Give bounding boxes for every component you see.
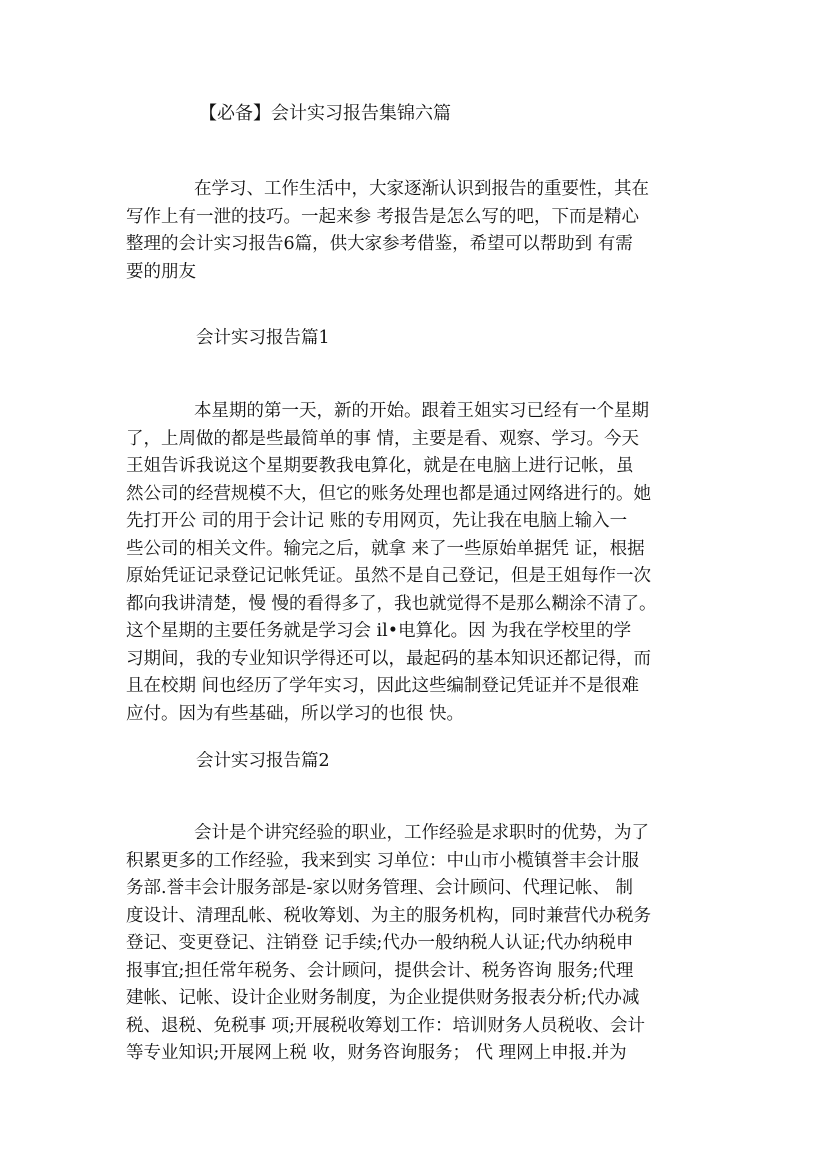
document-title: 【必备】会计实习报告集锦六篇 [199,103,451,124]
paragraph-line: 习期间，我的专业知识学得还可以，最起码的基本知识还都记得，而 [126,648,651,669]
paragraph-line: 都向我讲清楚，慢 慢的看得多了，我也就觉得不是那么糊涂不清了。 [126,593,657,614]
paragraph-line: 写作上有一泄的技巧。一起来参 考报告是怎么写的吧，下而是精心 [126,206,640,227]
paragraph-line: 度设计、清理乱帐、税收筹划、为主的服务机构，同时兼营代办税务 [126,905,651,926]
paragraph-line: 建帐、记帐、设计企业财务制度，为企业提供财务报表分析;代办减 [126,988,640,1008]
paragraph-line: 这个星期的主要任务就是学习会 il•电算化。因 为我在学校里的学 [126,621,632,641]
section-2-paragraph [126,820,706,1068]
section-1-paragraph [126,398,706,728]
paragraph-line: 应付。因为有些基础，所以学习的也很 快。 [126,703,465,724]
paragraph-line: 王姐告诉我说这个星期要教我电算化，就是在电脑上进行记帐，虽 [126,456,634,476]
paragraph-line: 等专业知识;开展网上税 收，财务咨询服务； 代 理网上申报.并为 [126,1043,627,1063]
paragraph-line: 报事宜;担任常年税务、会计顾问，提供会计、税务咨询 服务;代理 [126,960,634,981]
section-heading-2: 会计实习报告篇2 [196,751,330,771]
paragraph-line: 要的朋友 [126,261,196,282]
paragraph-line: 了，上周做的都是些最简单的事 情，主要是看、观察、学习。今天 [126,428,640,449]
paragraph-line: 些公司的相关文件。输完之后，就拿 来了一些原始单据凭 证，根据 [126,538,645,559]
paragraph-line: 然公司的经营规模不大，但它的账务处理也都是通过网络进行的。她 [126,483,651,504]
section-heading-1: 会计实习报告篇1 [196,328,330,348]
paragraph-line: 本星期的第一天，新的开始。跟着王姐实习已经有一个星期 [194,401,649,421]
paragraph-line: 积累更多的工作经验，我来到实 习单位：中山市小榄镇誉丰会计服 [126,850,640,871]
paragraph-line: 会计是个讲究经验的职业，工作经验是求职时的优势，为了 [194,823,649,843]
paragraph-line: 原始凭证记录登记记帐凭证。虽然不是自己登记，但是王姐每作一次 [126,566,651,586]
paragraph-line: 且在校期 间也经历了学年实习，因此这些编制登记凭证并不是很难 [126,676,640,696]
intro-paragraph [126,176,706,286]
paragraph-line: 务部.誉丰会计服务部是-家以财务管理、会计顾问、代理记帐、 制 [126,878,634,898]
paragraph-line: 先打开公 司的用于会计记 账的专用网页，先让我在电脑上输入一 [126,511,628,531]
paragraph-line: 登记、变更登记、注销登 记手续;代办一般纳税人认证;代办纳税申 [126,933,634,953]
paragraph-line: 税、退税、免税事 项;开展税收筹划工作：培训财务人员税收、会计 [126,1015,645,1036]
paragraph-line: 整理的会计实习报告6篇，供大家参考借鉴，希望可以帮助到 有需 [126,234,633,254]
paragraph-line: 在学习、工作生活中，大家逐渐认识到报告的重要性，其在 [194,179,649,199]
